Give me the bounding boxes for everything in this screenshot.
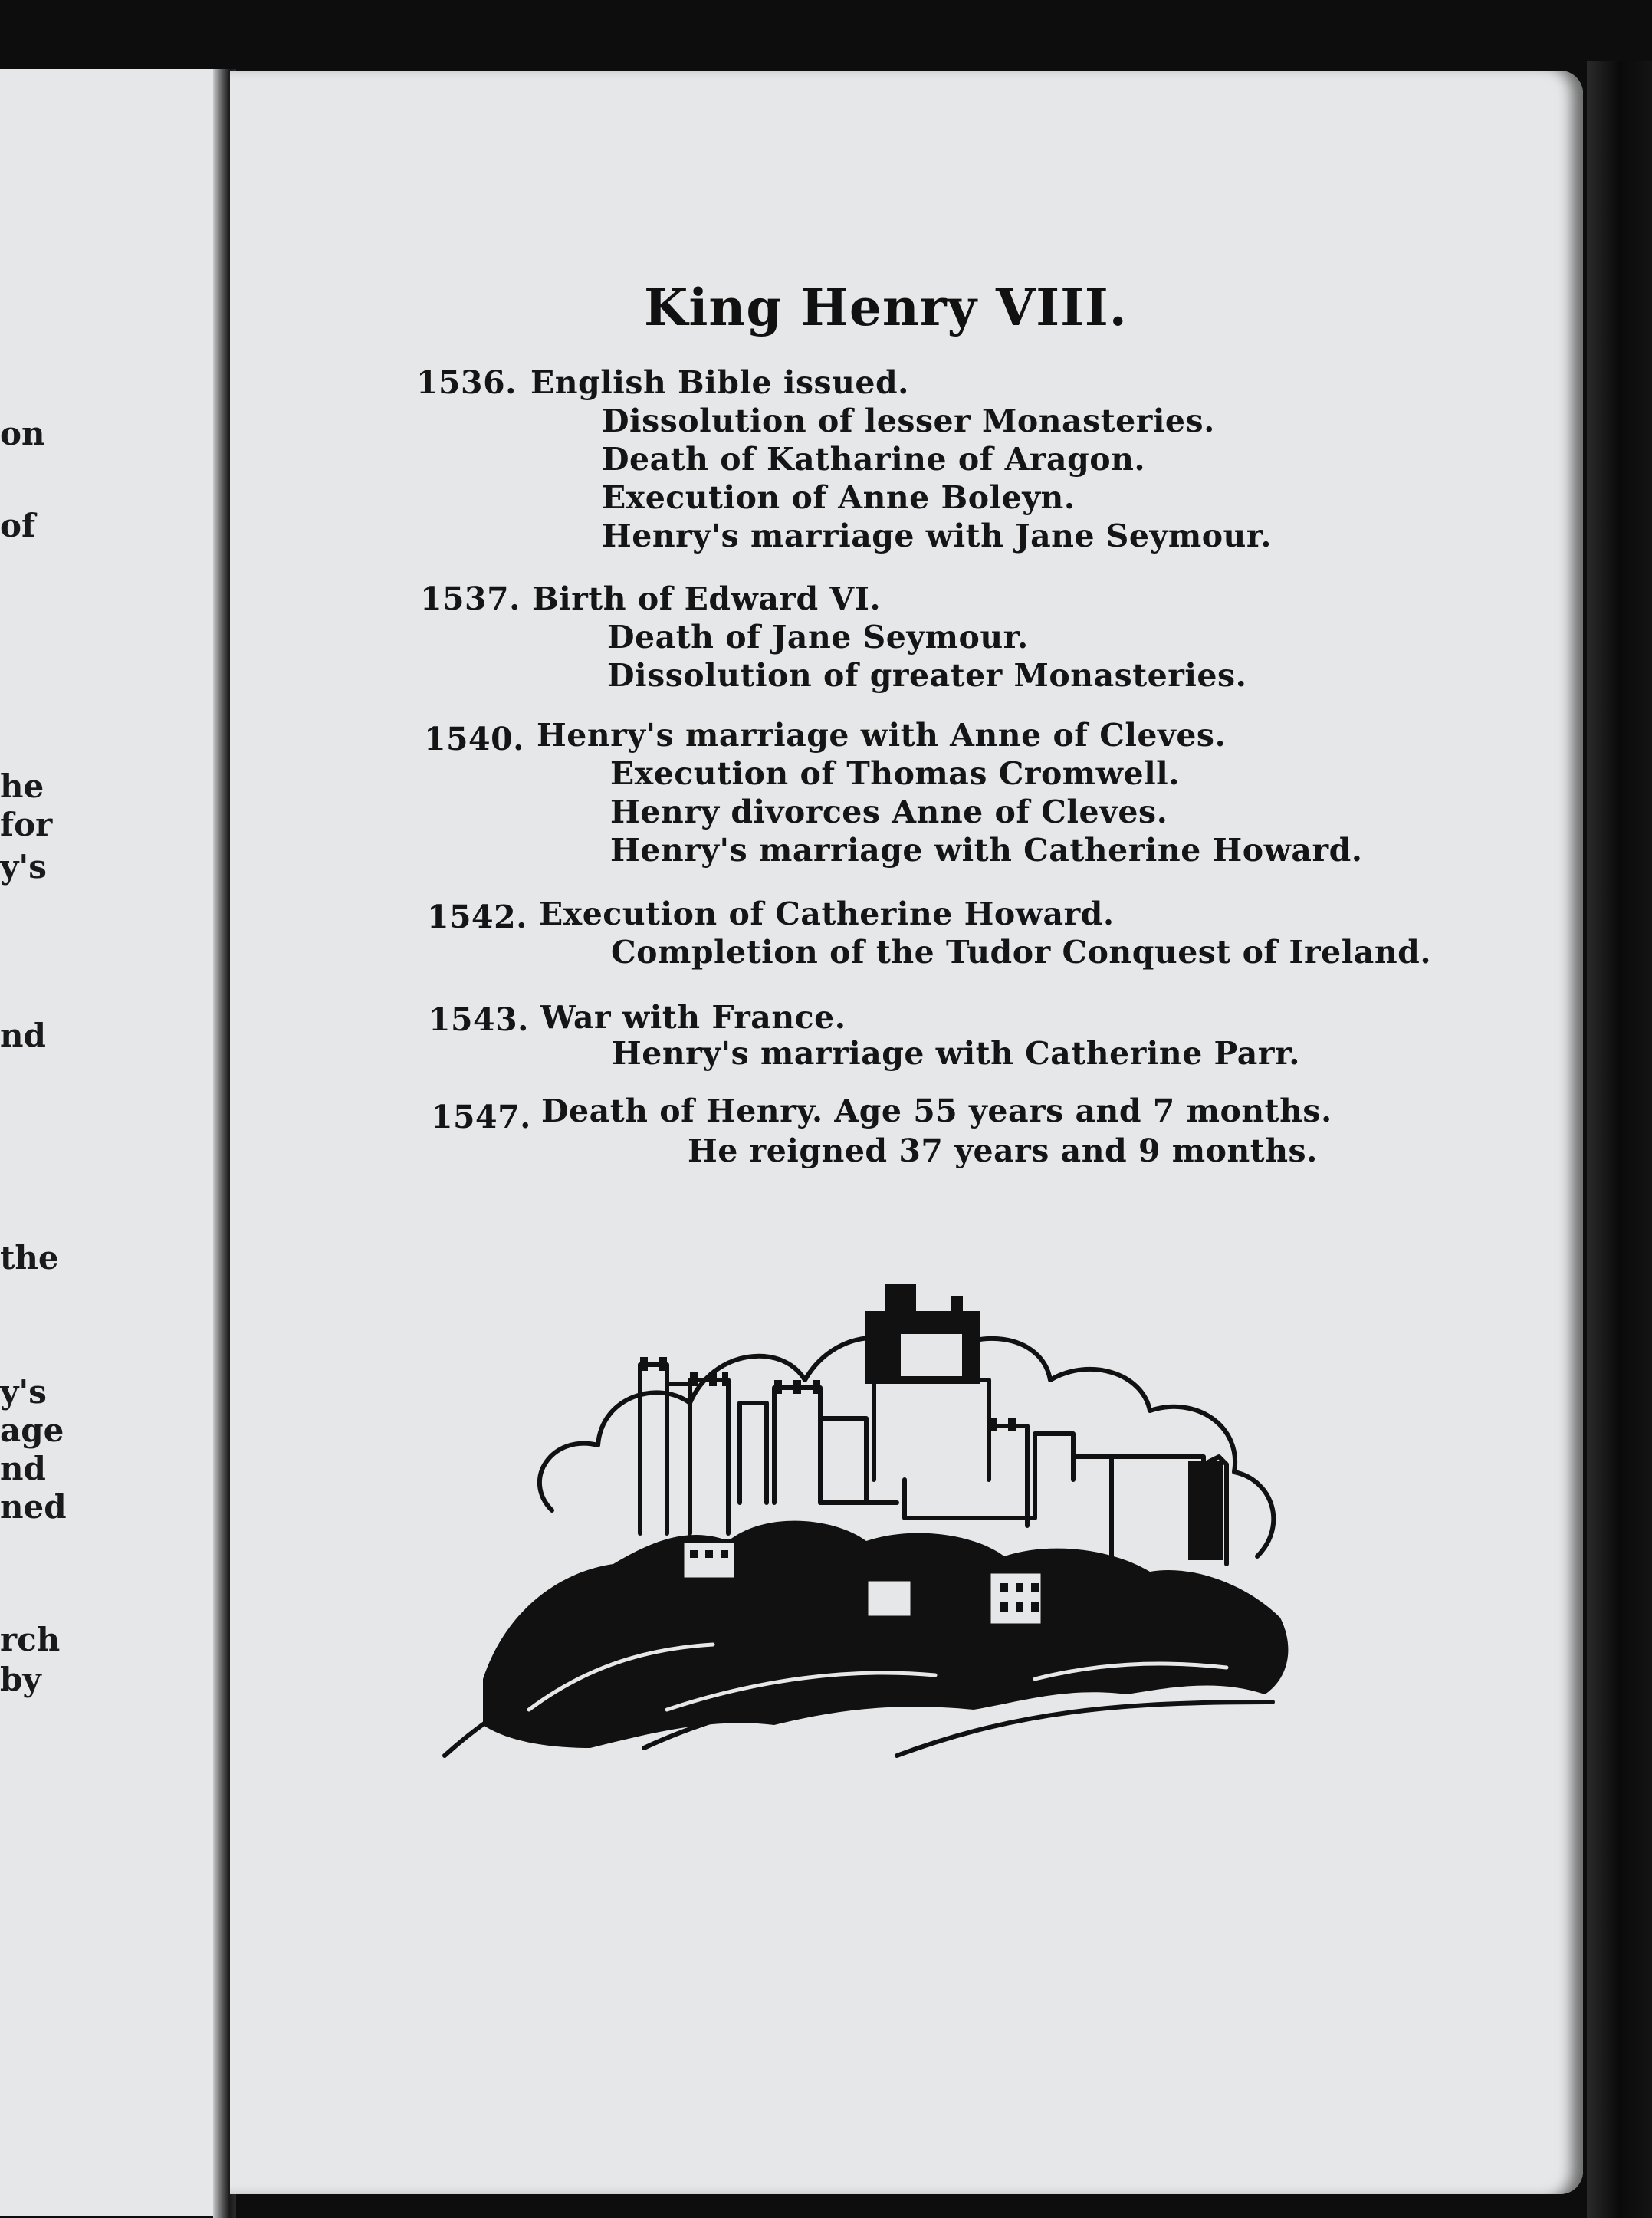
entry-line: Henry's marriage with Jane Seymour. xyxy=(602,518,1272,554)
castle-on-hill-icon xyxy=(437,1250,1342,1771)
entry-line: Execution of Catherine Howard. xyxy=(539,895,1115,932)
entry-year: 1547. xyxy=(431,1099,531,1135)
entry-line: Henry's marriage with Anne of Cleves. xyxy=(537,717,1227,754)
left-fragment: for xyxy=(0,806,53,843)
left-fragment: y's xyxy=(0,1373,47,1411)
left-fragment: ned xyxy=(0,1488,67,1526)
left-fragment: on xyxy=(0,415,45,452)
left-fragment: rch xyxy=(0,1621,61,1658)
left-fragment: nd xyxy=(0,1450,46,1487)
entry-line: Henry divorces Anne of Cleves. xyxy=(610,794,1168,830)
entry-line: He reigned 37 years and 9 months. xyxy=(688,1132,1318,1169)
entry-line: Death of Jane Seymour. xyxy=(607,619,1029,656)
entry-line: Dissolution of greater Monasteries. xyxy=(607,657,1247,694)
entry-line: Death of Katharine of Aragon. xyxy=(602,441,1146,478)
entry-year: 1540. xyxy=(424,721,524,757)
entry-line: Henry's marriage with Catherine Parr. xyxy=(612,1035,1301,1072)
left-fragment: nd xyxy=(0,1017,46,1054)
left-fragment: he xyxy=(0,767,44,805)
entry-line: Execution of Anne Boleyn. xyxy=(602,479,1076,516)
entry-line: Birth of Edward VI. xyxy=(532,580,882,617)
entry-year: 1537. xyxy=(420,580,521,617)
left-fragment: by xyxy=(0,1661,41,1698)
page-edge-shadow xyxy=(1587,61,1652,2218)
entry-year: 1536. xyxy=(416,364,517,401)
entry-line: Death of Henry. Age 55 years and 7 months. xyxy=(541,1093,1332,1129)
entry-year: 1543. xyxy=(429,1001,529,1038)
entry-line: Completion of the Tudor Conquest of Ireland. xyxy=(611,934,1432,971)
left-fragment: the xyxy=(0,1239,59,1277)
left-fragment: age xyxy=(0,1411,64,1449)
entry-line: Execution of Thomas Cromwell. xyxy=(610,755,1180,792)
page-title: King Henry VIII. xyxy=(644,278,1128,337)
entry-year: 1542. xyxy=(427,899,527,935)
entry-line: War with France. xyxy=(540,999,846,1036)
entry-line: Dissolution of lesser Monasteries. xyxy=(602,403,1215,439)
entry-line: Henry's marriage with Catherine Howard. xyxy=(610,832,1363,869)
left-fragment: of xyxy=(0,507,36,544)
left-page xyxy=(0,69,230,2216)
left-fragment: y's xyxy=(0,848,47,886)
entry-line: English Bible issued. xyxy=(530,364,909,401)
